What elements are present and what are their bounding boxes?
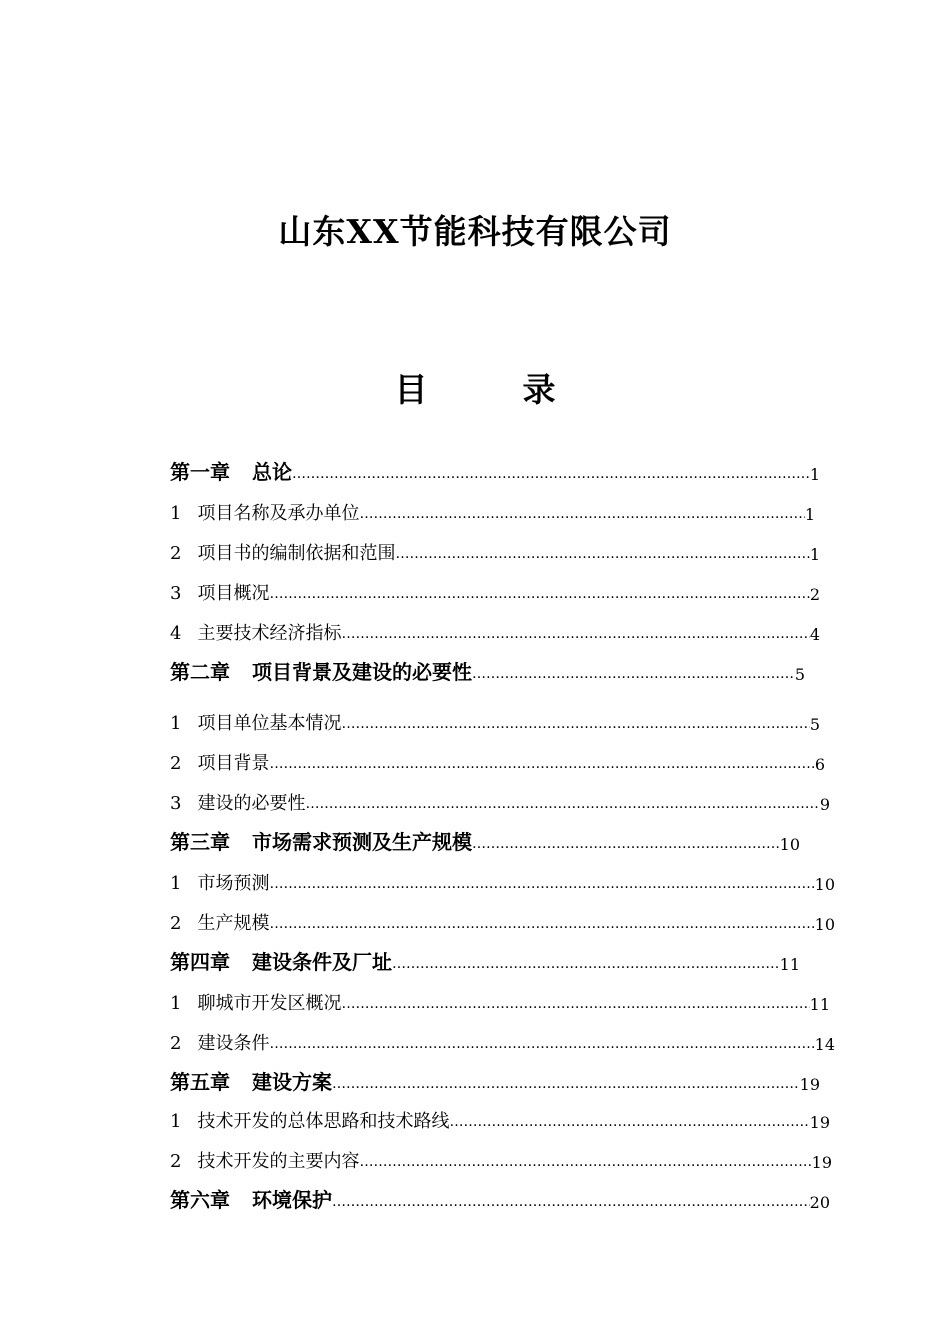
toc-section-entry[interactable] [170,855,835,895]
toc-entry-label [170,539,395,565]
toc-entry-label [170,1029,269,1055]
toc-entry-number: 1 [170,993,182,1014]
toc-entry-number: 第三章 [170,830,230,854]
toc-entry-label [170,946,392,975]
toc-chapter-entry[interactable] [170,1055,820,1095]
toc-entry-title: 建设条件 [197,1033,270,1054]
toc-section-entry[interactable] [170,565,820,605]
toc-entry-title: 市场预测 [197,873,270,894]
toc-section-entry[interactable] [170,605,820,645]
toc-entry-label [170,749,269,775]
toc-page-number: 9 [819,795,830,814]
toc-entry-number: 1 [170,713,182,734]
toc-entry-number: 1 [170,503,182,524]
toc-entry-label [170,579,269,605]
toc-entry-title: 项目单位基本情况 [197,713,342,734]
toc-dot-leader [449,1113,809,1133]
toc-chapter-entry[interactable] [170,645,805,685]
toc-chapter-entry[interactable] [170,815,800,855]
toc-heading-right: 录 [522,370,556,409]
toc-page-number: 11 [779,955,800,974]
toc-section-entry[interactable] [170,1015,835,1055]
toc-entry-title: 主要技术经济指标 [197,623,342,644]
toc-page-number: 19 [809,1113,830,1132]
toc-entry-label [170,709,341,735]
toc-entry-label [170,619,341,645]
toc-dot-leader [341,715,809,735]
toc-entry-label [170,869,269,895]
toc-dot-leader [341,625,809,645]
toc-dot-leader [472,835,780,855]
toc-entry-number: 第五章 [170,1070,230,1094]
toc-dot-leader [341,995,809,1015]
toc-dot-leader [392,955,780,975]
toc-page-number: 4 [809,625,820,644]
toc-entry-number: 1 [170,1111,182,1132]
toc-page-number: 5 [794,665,805,684]
toc-entry-number: 2 [170,753,182,774]
toc-entry-title: 项目书的编制依据和范围 [197,543,396,564]
toc-entry-title: 建设的必要性 [197,793,306,814]
toc-entry-title: 市场需求预测及生产规模 [252,830,472,854]
toc-entry-number: 2 [170,1033,182,1054]
toc-page-number: 19 [811,1153,832,1172]
toc-page-number: 6 [814,755,825,774]
toc-page-number: 10 [814,915,835,934]
toc-entry-number: 第四章 [170,950,230,974]
toc-entry-title: 技术开发的总体思路和技术路线 [197,1111,450,1132]
toc-section-entry[interactable] [170,975,830,1015]
toc-section-entry[interactable] [170,895,835,935]
toc-dot-leader [269,875,814,895]
toc-entry-number: 2 [170,543,182,564]
toc-dot-leader [292,465,810,485]
toc-entry-title: 项目背景 [197,753,270,774]
toc-entry-label [170,1147,359,1173]
toc-entry-title: 总论 [252,460,292,484]
toc-entry-number: 第二章 [170,660,230,684]
toc-page-number: 10 [814,875,835,894]
toc-page-number: 10 [779,835,800,854]
toc-entry-number: 2 [170,913,182,934]
toc-section-entry[interactable] [170,1093,830,1133]
toc-dot-leader [269,585,809,605]
toc-entry-label [170,1107,449,1133]
toc-dot-leader [305,795,819,815]
toc-chapter-entry[interactable] [170,445,820,485]
toc-entry-number: 第一章 [170,460,230,484]
toc-chapter-entry[interactable] [170,935,800,975]
toc-section-entry[interactable] [170,1133,832,1173]
toc-entry-label [170,656,472,685]
toc-page-number: 5 [809,715,820,734]
toc-page-number: 1 [809,545,820,564]
toc-dot-leader [472,665,795,685]
toc-entry-title: 聊城市开发区概况 [197,993,342,1014]
toc-chapter-entry[interactable] [170,1173,830,1213]
toc-dot-leader [395,545,809,565]
toc-dot-leader [269,1035,814,1055]
toc-section-entry[interactable] [170,525,820,565]
toc-dot-leader [332,1075,800,1095]
toc-dot-leader [359,505,804,525]
toc-section-entry[interactable] [170,735,825,775]
toc-entry-number: 2 [170,1151,182,1172]
toc-entry-title: 项目概况 [197,583,270,604]
toc-entry-number: 1 [170,873,182,894]
toc-entry-label [170,789,305,815]
toc-entry-title: 技术开发的主要内容 [197,1151,360,1172]
toc-entry-title: 环境保护 [252,1188,332,1212]
toc-entry-title: 项目背景及建设的必要性 [252,660,472,684]
toc-entry-title: 项目名称及承办单位 [197,503,360,524]
toc-entry-number: 第六章 [170,1188,230,1212]
toc-heading-left: 目 [394,370,428,409]
toc-entry-title: 建设方案 [252,1070,332,1094]
toc-entry-number: 4 [170,623,182,644]
toc-entry-label [170,989,341,1015]
toc-entry-number: 3 [170,793,182,814]
toc-entry-label [170,456,292,485]
toc-dot-leader [332,1193,810,1213]
toc-page-number: 14 [814,1035,835,1054]
toc-page-number: 20 [809,1193,830,1212]
toc-heading [0,364,950,411]
toc-page-number: 19 [799,1075,820,1094]
toc-page-number: 11 [809,995,830,1014]
toc-section-entry[interactable] [170,775,830,815]
toc-dot-leader [269,755,814,775]
toc-entry-label [170,1066,332,1095]
toc-dot-leader [269,915,814,935]
toc-section-entry[interactable] [170,485,815,525]
toc-section-entry[interactable] [170,695,820,735]
toc-entry-title: 建设条件及厂址 [252,950,392,974]
toc-entry-label [170,1184,332,1213]
toc-entry-label [170,909,269,935]
toc-entry-label [170,499,359,525]
toc-dot-leader [359,1153,811,1173]
toc-page-number: 1 [809,465,820,484]
toc-page-number: 1 [804,505,815,524]
toc-entry-title: 生产规模 [197,913,270,934]
toc-entry-label [170,826,472,855]
company-name: 山东XX节能科技有限公司 [278,212,672,251]
toc-entry-number: 3 [170,583,182,604]
toc-page-number: 2 [809,585,820,604]
